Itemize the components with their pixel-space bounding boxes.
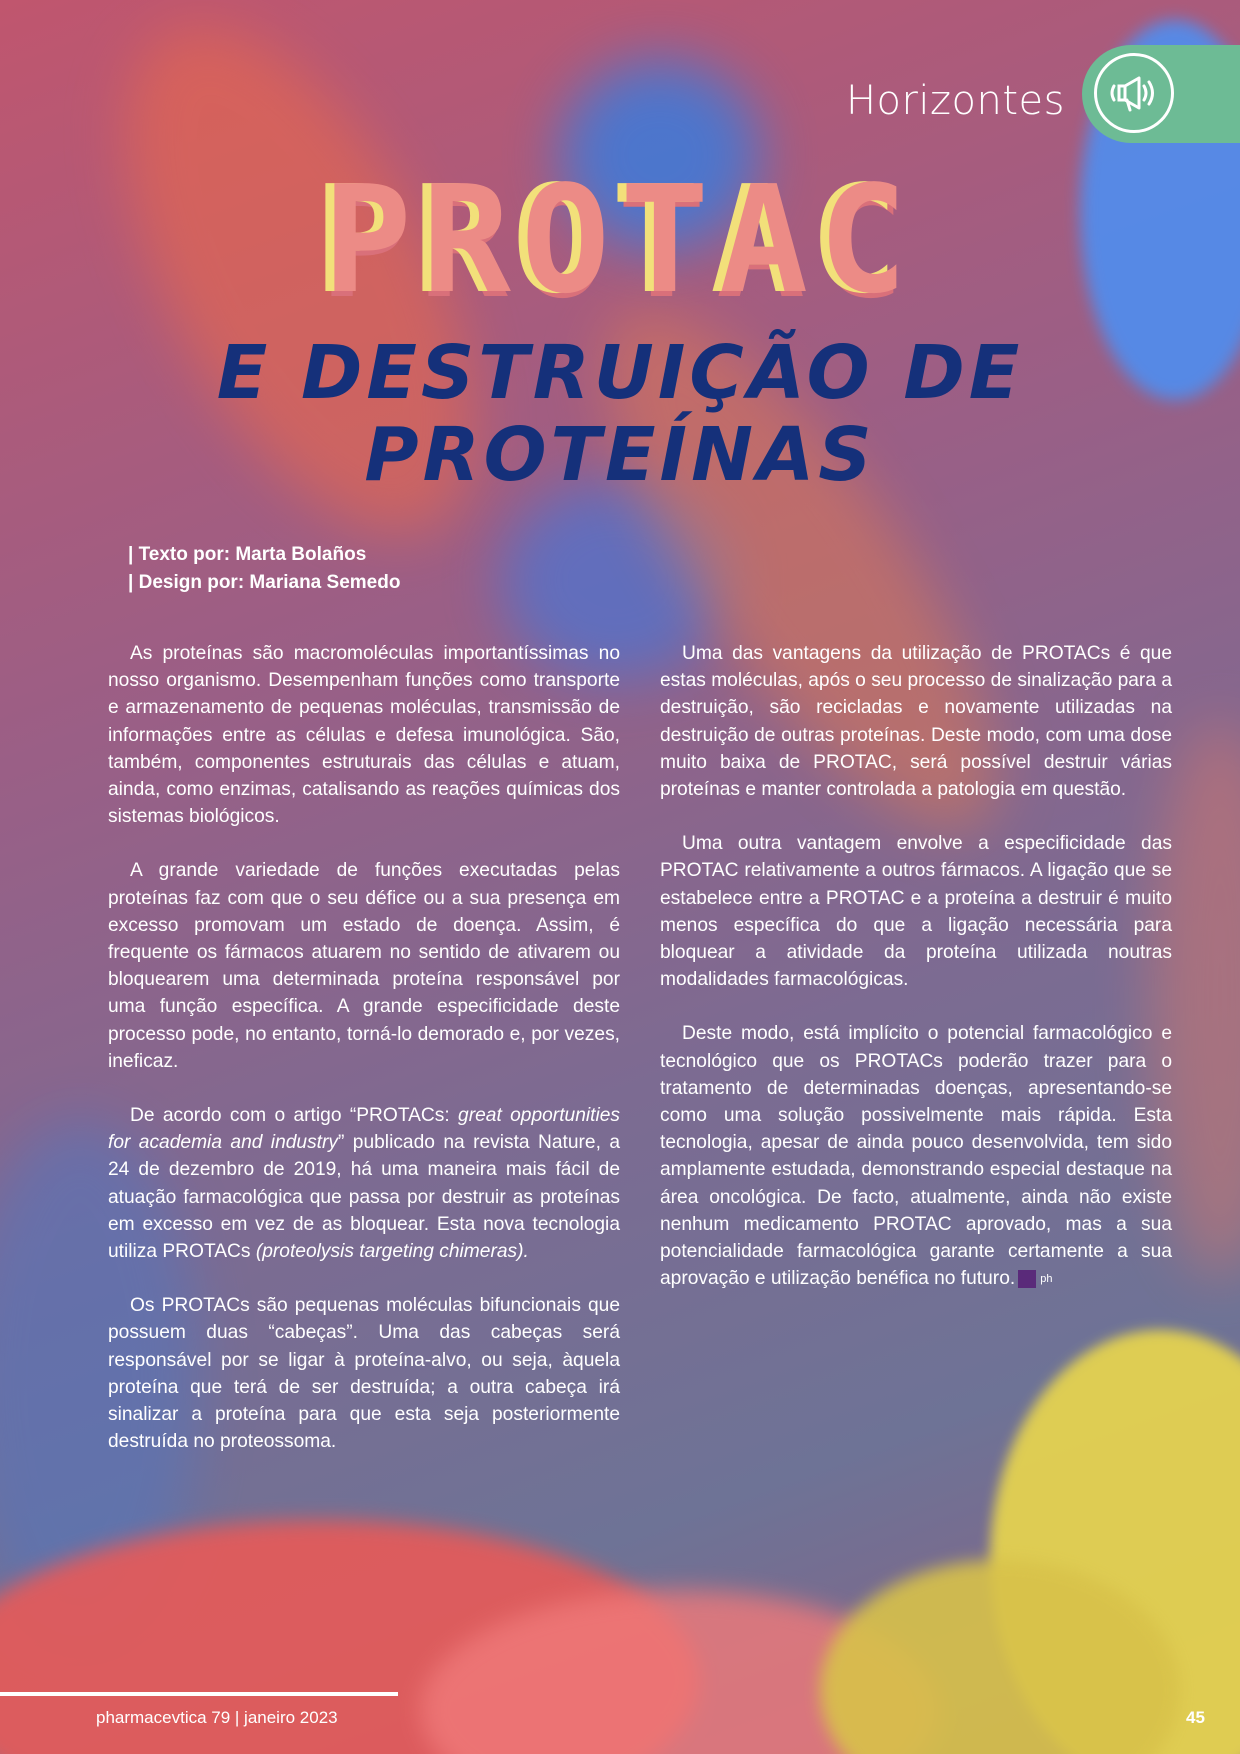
italic-text: (proteolysis targeting chimeras). bbox=[255, 1241, 529, 1263]
paragraph bbox=[660, 1020, 1172, 1292]
article-subtitle bbox=[0, 332, 1240, 496]
end-of-article-mark: ph bbox=[1018, 1270, 1036, 1288]
publication-info: pharmacevtica 79 | janeiro 2023 bbox=[96, 1708, 338, 1727]
article-column-right bbox=[660, 640, 1172, 1319]
subtitle-line: PROTEÍNAS bbox=[364, 412, 876, 498]
paragraph: Uma das vantagens da utilização de PROTACs é que estas moléculas, após o seu processo de sinalização para a destruição, são recicladas e novamente utilizadas na destruição de outras proteínas. Deste modo, com uma dose muito baixa de PROTAC, será possível destruir várias proteínas e manter controlada a patologia em questão. bbox=[660, 643, 1172, 801]
paragraph: Os PROTACs são pequenas moléculas bifuncionais que possuem duas “cabeças”. Uma das cabeças será responsável por se ligar à proteína-alvo, ou seja, àquela proteína que terá de ser destruída; a outra cabeça irá sinalizar a proteína para que esta seja posteriormente destruída no proteossoma. bbox=[108, 1295, 620, 1453]
design-credit: | Design por: Mariana Semedo bbox=[128, 572, 401, 593]
megaphone-icon bbox=[1094, 53, 1174, 133]
paragraph-text: De acordo com o artigo “PROTACs: bbox=[130, 1105, 459, 1127]
paragraph: A grande variedade de funções executadas pelas proteínas faz com que o seu défice ou a sua presença em excesso promovam um estado de doença. Assim, é frequente os fármacos atuarem no sentido de ativarem ou bloquearem uma determinada proteína responsável por uma função específica. A grande especificidade deste processo pode, no entanto, torná-lo demorado e, por vezes, ineficaz. bbox=[108, 860, 620, 1072]
subtitle-line: E DESTRUIÇÃO DE bbox=[216, 330, 1024, 416]
italic-text: great opportunities for academia and industry bbox=[108, 1105, 620, 1154]
credits bbox=[128, 541, 400, 597]
section-label: Horizontes bbox=[845, 78, 1065, 124]
author-credit: | Texto por: Marta Bolaños bbox=[128, 544, 367, 565]
footer-rule bbox=[0, 1692, 398, 1696]
paragraph: As proteínas são macromoléculas importantíssimas no nosso organismo. Desempenham funções como transporte e armazenamento de pequenas moléculas, transmissão de informações entre as células e defesa imunológica. São, também, componentes estruturais das células e atuam, ainda, como enzimas, catalisando as reações químicas dos sistemas biológicos. bbox=[108, 643, 620, 828]
paragraph bbox=[108, 1102, 620, 1265]
paragraph: Uma outra vantagem envolve a especificidade das PROTAC relativamente a outros fármacos. A ligação que se estabelece entre a PROTAC e a proteína a destruir é muito menos específica do que a ligação necessária para bloquear a atividade da proteína utilizada noutras modalidades farmacológicas. bbox=[660, 833, 1172, 991]
article-column-left bbox=[108, 640, 620, 1482]
paragraph-text: Deste modo, está implícito o potencial farmacológico e tecnológico que os PROTACs poderão trazer para o tratamento de determinadas doenças, apresentando-se como uma solução possivelmente mais rápida. Esta tecnologia, apesar de ainda pouco desenvolvida, tem sido amplamente estudada, demonstrando especial destaque na área oncológica. De facto, atualmente, ainda não existe nenhum medicamento PROTAC aprovado, mas a sua potencialidade farmacológica garante certamente a sua aprovação e utilização benéfica no futuro. bbox=[660, 1023, 1172, 1290]
paragraph-text: ” publicado na revista Nature, a 24 de dezembro de 2019, há uma maneira mais fácil de atuação farmacológica que passa por destruir as proteínas em excesso em vez de as bloquear. Esta nova tecnologia utiliza PROTACs bbox=[108, 1132, 621, 1263]
page-number: 45 bbox=[1186, 1708, 1205, 1727]
article-title: PROTAC bbox=[322, 154, 918, 326]
